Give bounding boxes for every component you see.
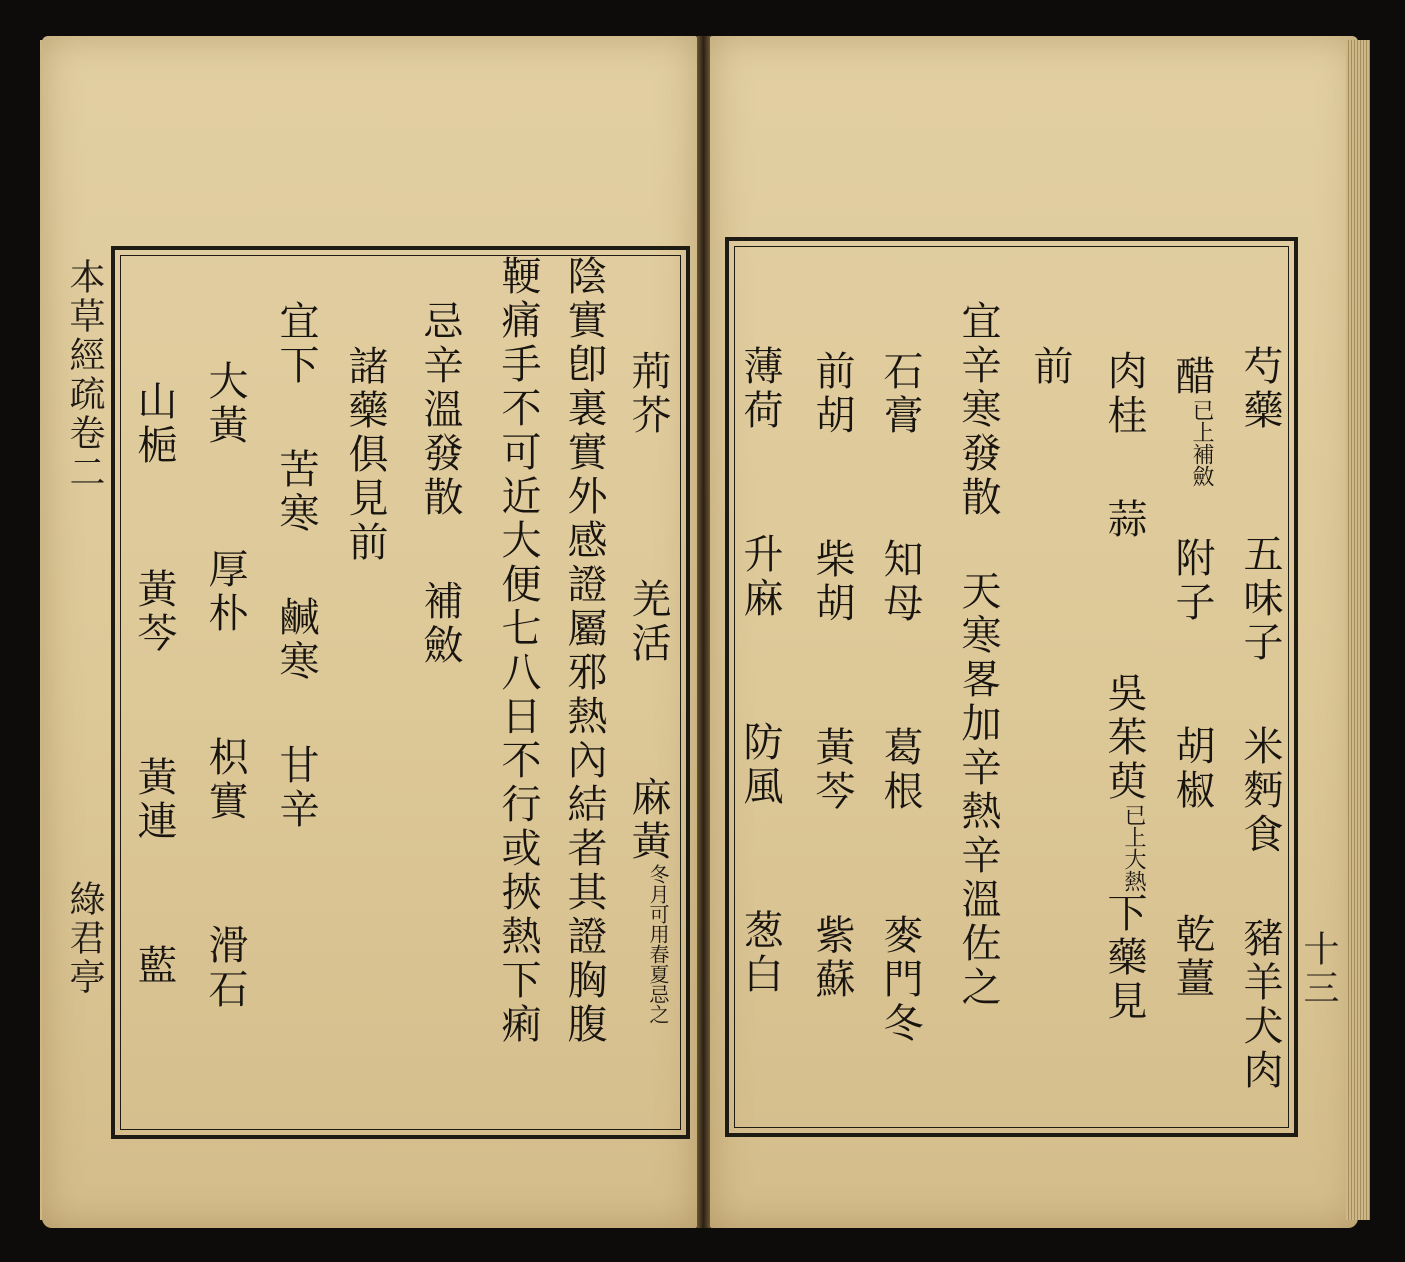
herb: 附子 [1169,537,1215,625]
annotation-line: 冬月可用 [646,864,670,944]
herb: 醋 [1169,355,1215,399]
herb: 吳茱萸 [1101,672,1147,804]
page-number: 十三 [1298,930,1339,1008]
annotation [628,864,668,1024]
herb: 藍 [131,944,177,988]
herb: 柴胡 [809,538,855,626]
herb: 黃芩 [131,568,177,656]
herb: 麻黃 [625,776,671,864]
left-col-3 [495,255,541,1047]
text-line: 忌辛溫發散 [417,300,463,520]
text-line: 苦寒 [273,448,319,536]
herb: 前胡 [809,350,855,438]
left-col-7 [202,360,248,1012]
running-title: 本草經疏卷二 [64,258,105,492]
text-line: 宜下 [273,300,319,388]
right-col-1 [1237,345,1283,1093]
herb: 薄荷 [737,345,783,433]
text-line: 陰實卽裏實外感證屬邪熱內結者其證胸腹 [561,255,607,1047]
text-line: 前 [1027,345,1073,389]
right-col-2 [1168,355,1215,1001]
text-line: 宜辛寒發散 [955,300,1001,520]
right-col-8 [737,345,783,997]
herb: 升麻 [737,533,783,621]
left-col-5 [342,345,388,565]
text-line: 下藥見 [1101,892,1147,1024]
herb: 芍藥 [1237,345,1283,433]
annotation: 已上大熱 [1121,804,1146,892]
right-col-4 [1027,345,1073,389]
herb: 石膏 [877,350,923,438]
left-col-4 [417,300,463,668]
left-col-1 [625,350,671,1024]
right-col-6 [877,350,923,1046]
herb: 肉桂 [1101,350,1147,438]
herb: 紫蘇 [809,914,855,1002]
herb: 滑石 [202,924,248,1012]
herb: 羌活 [625,578,671,666]
right-col-3 [1100,350,1147,1024]
herb: 厚朴 [202,548,248,636]
text-line: 天寒畧加辛熱辛溫佐之 [955,570,1001,1010]
herb: 防風 [737,721,783,809]
herb: 黃芩 [809,726,855,814]
herb: 蒜 [1101,498,1147,542]
right-col-5 [955,300,1001,1010]
herb: 知母 [877,538,923,626]
annotation-line: 春夏忌之 [646,944,670,1024]
text-line: 補斂 [417,580,463,668]
herb: 葱白 [737,909,783,997]
herb: 山梔 [131,380,177,468]
herb: 枳實 [202,736,248,824]
herb: 乾薑 [1169,913,1215,1001]
herb: 五味子 [1237,533,1283,665]
left-col-6 [273,300,319,832]
text-line: 鹹寒 [273,596,319,684]
annotation: 已上補斂 [1189,399,1214,487]
book-gutter [697,36,710,1228]
left-col-8 [131,380,177,988]
herb: 米麪食 [1237,725,1283,857]
publisher-mark: 綠君亭 [64,880,105,997]
herb: 豬羊犬肉 [1237,917,1283,1093]
left-col-2 [561,255,607,1047]
herb: 胡椒 [1169,725,1215,813]
herb: 大黃 [202,360,248,448]
text-line: 甘辛 [273,744,319,832]
text-line: 鞕痛手不可近大便七八日不行或挾熱下痢 [495,255,541,1047]
text-line: 諸藥俱見前 [342,345,388,565]
herb: 荊芥 [625,350,671,438]
herb: 葛根 [877,726,923,814]
herb: 麥門冬 [877,914,923,1046]
right-page-edges [1346,40,1370,1220]
right-col-7 [809,350,855,1002]
herb: 黃連 [131,756,177,844]
